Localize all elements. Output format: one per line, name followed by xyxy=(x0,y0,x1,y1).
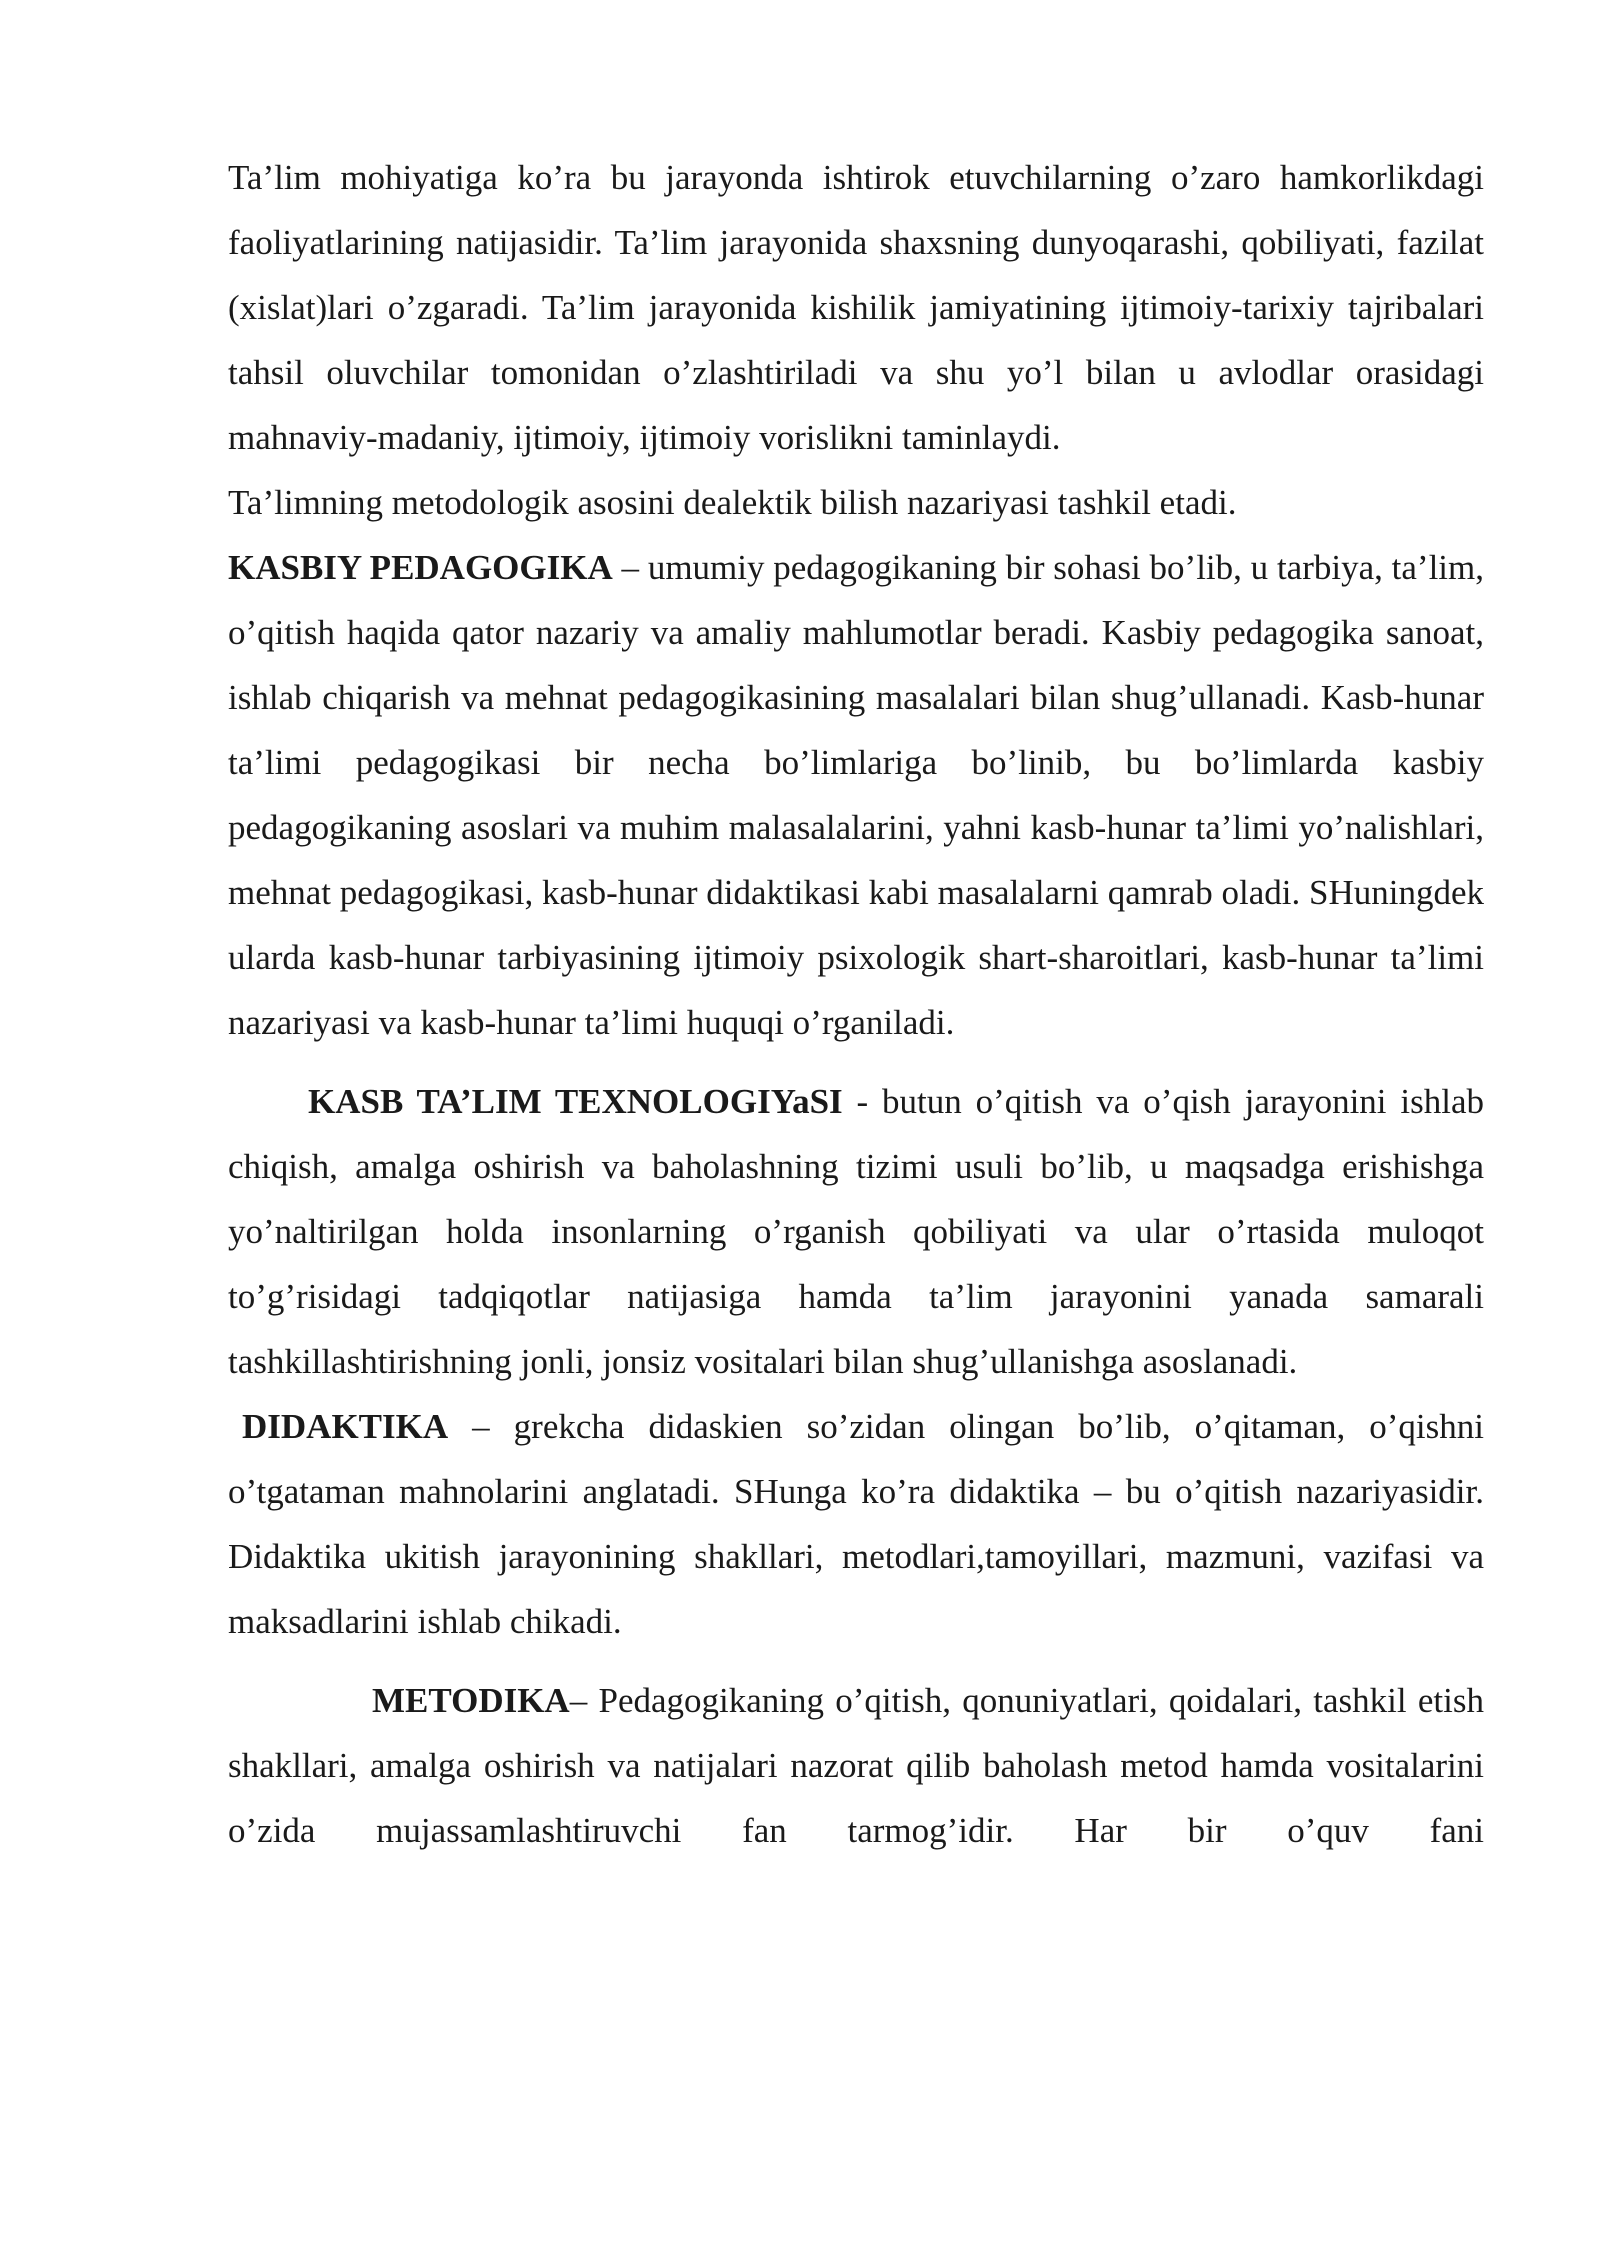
paragraph-talim-metodologiyasi: Ta’limning metodologik asosini dealektik bilish nazariyasi tashkil etadi. xyxy=(228,483,1237,522)
document-page xyxy=(228,145,1484,1863)
paragraph-metodika xyxy=(228,1668,1484,1863)
definition-kasbiy-pedagogika: – umumiy pedagogikaning bir sohasi bo’lib, u tarbiya, ta’lim, o’qitish haqida qator nazariy va amaliy mahlumotlar beradi. Kasbiy pedagogika sanoat, ishlab chiqarish va mehnat pedagogikasining masalalari bilan shug’ullanadi. Kasb-hunar ta’limi pedagogikasi bir necha bo’limlariga bo’linib, bu bo’limlarda kasbiy pedagogikaning asoslari va muhim malasalalarini, yahni kasb-hunar ta’limi yo’nalishlari, mehnat pedagogikasi, kasb-hunar didaktikasi kabi masalalarni qamrab oladi. SHuningdek ularda kasb-hunar tarbiyasining ijtimoiy psixologik shart-sharoitlari, kasb-hunar ta’limi nazariyasi va kasb-hunar ta’limi huquqi o’rganiladi. xyxy=(228,548,1484,1042)
term-kasb-talim-texnologiyasi: KASB TA’LIM TEXNOLOGIYaSI xyxy=(308,1082,843,1121)
definition-didaktika: – grekcha didaskien so’zidan olingan bo’lib, o’qitaman, o’qishni o’tgataman mahnolarini anglatadi. SHunga ko’ra didaktika – bu o’qitish nazariyasidir. Didaktika ukitish jarayonining shakllari, metodlari,tamoyillari, mazmuni, vazifasi va maksadlarini ishlab chikadi. xyxy=(228,1407,1484,1641)
paragraph-talim-mohiyati: Ta’lim mohiyatiga ko’ra bu jarayonda ishtirok etuvchilarning o’zaro hamkorlikdagi faoliyatlarining natijasidir. Ta’lim jarayonida shaxsning dunyoqarashi, qobiliyati, fazilat (xislat)lari o’zgaradi. Ta’lim jarayonida kishilik jamiyatining ijtimoiy-tarixiy tajribalari tahsil oluvchilar tomonidan o’zlashtiriladi va shu yo’l bilan u avlodlar orasidagi mahnaviy-madaniy, ijtimoiy, ijtimoiy vorislikni taminlaydi. xyxy=(228,158,1484,457)
term-metodika: METODIKA xyxy=(372,1681,570,1720)
definition-metodika: – Pedagogikaning o’qitish, qonuniyatlari, qoidalari, tashkil etish shakllari, amalga oshirish va natijalari nazorat qilib baholash metod hamda vositalarini o’zida mujassamlashtiruvchi fan tarmog’idir. Har bir o’quv fani xyxy=(228,1681,1484,1850)
paragraph-kasb-talim-texnologiyasi xyxy=(228,1069,1484,1394)
term-kasbiy-pedagogika: KASBIY PEDAGOGIKA xyxy=(228,548,613,587)
definition-kasb-talim-texnologiyasi: - butun o’qitish va o’qish jarayonini ishlab chiqish, amalga oshirish va baholashning tizimi usuli bo’lib, u maqsadga erishishga yo’naltirilgan holda insonlarning o’rganish qobiliyati va ular o’rtasida muloqot to’g’risidagi tadqiqotlar natijasiga hamda ta’lim jarayonini yanada samarali tashkillashtirishning jonli, jonsiz vositalari bilan shug’ullanishga asoslanadi. xyxy=(228,1082,1484,1381)
paragraph-kasbiy-pedagogika xyxy=(228,535,1484,1055)
paragraph-didaktika xyxy=(228,1394,1484,1654)
term-didaktika: DIDAKTIKA xyxy=(242,1407,449,1446)
